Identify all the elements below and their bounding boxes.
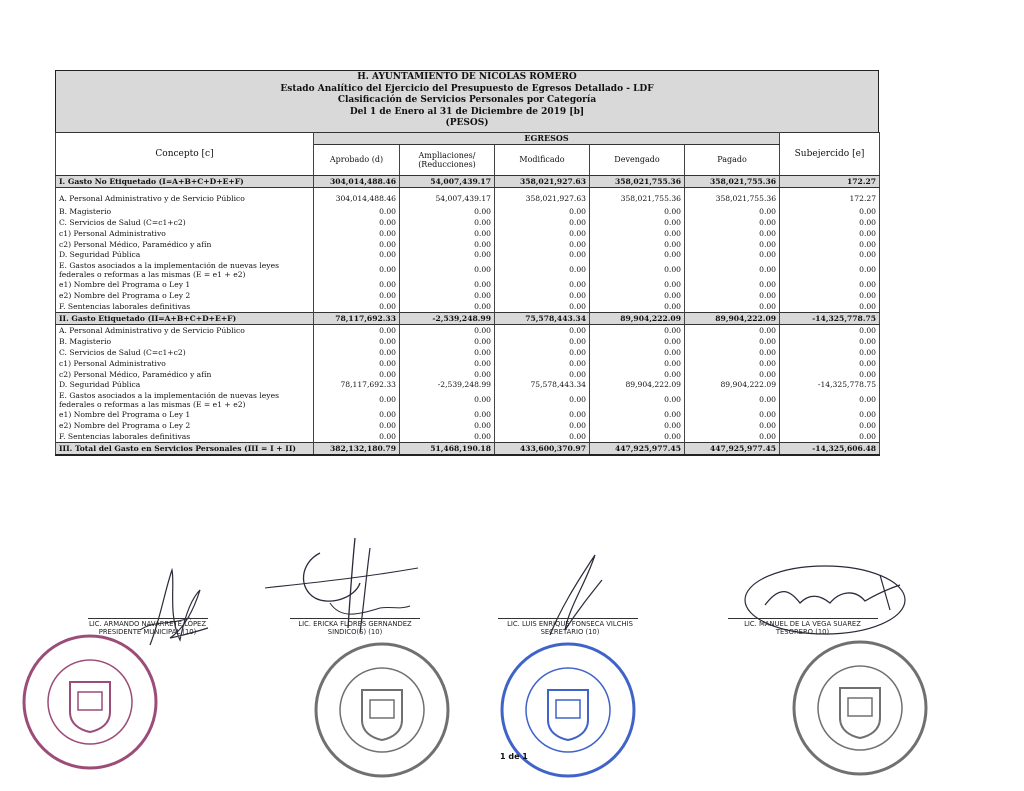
cell-aprobado: 0.00 (314, 420, 400, 431)
sig-line-tesorero (728, 618, 878, 619)
col-pagado: Pagado (685, 144, 780, 175)
table-row (56, 390, 880, 409)
report-period: Del 1 de Enero al 31 de Diciembre de 2019 [b] (349, 106, 585, 117)
tesorero-role: TESORERO (10) (775, 628, 830, 636)
sig-line-sindico (290, 618, 420, 619)
row-concepto: B. Magisterio (56, 336, 314, 347)
cell-modificado: 0.00 (495, 239, 590, 250)
row-concepto: B. Magisterio (56, 206, 314, 217)
cell-modificado: 0.00 (495, 431, 590, 442)
table-row (56, 260, 880, 279)
col-subejercido: Subejercido [e] (780, 132, 880, 175)
table-row (56, 290, 880, 301)
cell-devengado: 0.00 (590, 325, 685, 336)
row-concepto: e2) Nombre del Programa o Ley 2 (56, 290, 314, 301)
cell-devengado: 0.00 (590, 431, 685, 442)
cell-aprobado: 0.00 (314, 347, 400, 358)
cell-pagado: 0.00 (685, 358, 780, 369)
cell-modificado: 0.00 (495, 260, 590, 279)
cell-subejercido: 0.00 (780, 290, 880, 301)
cell-devengado: 0.00 (590, 369, 685, 380)
cell-aprobado: 0.00 (314, 250, 400, 261)
page-number: 1 de 1 (500, 752, 528, 761)
cell-aprobado: 382,132,180.79 (314, 443, 400, 456)
cell-modificado: 0.00 (495, 301, 590, 312)
cell-ampliaciones: 51,468,190.18 (400, 443, 495, 456)
sig-line-secretario (498, 618, 638, 619)
cell-aprobado: 304,014,488.46 (314, 175, 400, 187)
sindico-name: LIC. ERICKA FLORES GERNANDEZ (298, 620, 412, 628)
cell-subejercido: 0.00 (780, 279, 880, 290)
cell-ampliaciones: 0.00 (400, 279, 495, 290)
cell-aprobado: 0.00 (314, 409, 400, 420)
cell-modificado: 75,578,443.34 (495, 313, 590, 325)
cell-pagado: 0.00 (685, 301, 780, 312)
cell-pagado: 0.00 (685, 217, 780, 228)
cell-modificado: 0.00 (495, 336, 590, 347)
report-header (55, 70, 879, 132)
cell-pagado: 0.00 (685, 409, 780, 420)
cell-pagado: 89,904,222.09 (685, 380, 780, 391)
cell-subejercido: -14,325,778.75 (780, 313, 880, 325)
cell-subejercido: 0.00 (780, 260, 880, 279)
table-row (56, 380, 880, 391)
table-row (56, 217, 880, 228)
row-concepto: I. Gasto No Etiquetado (I=A+B+C+D+E+F) (56, 175, 314, 187)
row-concepto: C. Servicios de Salud (C=c1+c2) (56, 217, 314, 228)
cell-subejercido: 0.00 (780, 336, 880, 347)
cell-ampliaciones: 0.00 (400, 358, 495, 369)
cell-ampliaciones: 0.00 (400, 260, 495, 279)
cell-aprobado: 0.00 (314, 279, 400, 290)
cell-pagado: 89,904,222.09 (685, 313, 780, 325)
cell-modificado: 0.00 (495, 420, 590, 431)
cell-devengado: 0.00 (590, 250, 685, 261)
cell-aprobado: 0.00 (314, 239, 400, 250)
cell-pagado: 0.00 (685, 431, 780, 442)
col-ampliaciones: Ampliaciones/ (Reducciones) (400, 144, 495, 175)
row-concepto: c2) Personal Médico, Paramédico y afín (56, 239, 314, 250)
cell-ampliaciones: 0.00 (400, 347, 495, 358)
table-body (56, 175, 880, 455)
sindico-role: SINDICO(S) (10) (327, 628, 383, 636)
row-concepto: F. Sentencias laborales definitivas (56, 431, 314, 442)
table-row (56, 279, 880, 290)
cell-pagado: 0.00 (685, 279, 780, 290)
cell-ampliaciones: 54,007,439.17 (400, 175, 495, 187)
cell-modificado: 0.00 (495, 250, 590, 261)
sindico-block (270, 620, 440, 636)
cell-subejercido: 0.00 (780, 228, 880, 239)
cell-aprobado: 0.00 (314, 301, 400, 312)
row-concepto: c1) Personal Administrativo (56, 228, 314, 239)
cell-ampliaciones: 0.00 (400, 228, 495, 239)
row-concepto: III. Total del Gasto en Servicios Personales (III = I + II) (56, 443, 314, 456)
cell-aprobado: 0.00 (314, 228, 400, 239)
cell-ampliaciones: 0.00 (400, 431, 495, 442)
tesorero-name: LIC. MANUEL DE LA VEGA SUAREZ (744, 620, 861, 628)
table-row (56, 358, 880, 369)
cell-pagado: 0.00 (685, 369, 780, 380)
cell-ampliaciones: 0.00 (400, 290, 495, 301)
table-row (56, 239, 880, 250)
cell-devengado: 0.00 (590, 390, 685, 409)
cell-ampliaciones: 0.00 (400, 369, 495, 380)
row-concepto: E. Gastos asociados a la implementación de nuevas leyes federales o reformas a las mismas (E = e1 + e2) (56, 260, 314, 279)
cell-pagado: 0.00 (685, 420, 780, 431)
cell-modificado: 0.00 (495, 347, 590, 358)
cell-modificado: 0.00 (495, 206, 590, 217)
cell-aprobado: 0.00 (314, 390, 400, 409)
table-row (56, 325, 880, 336)
cell-devengado: 0.00 (590, 409, 685, 420)
table-summary-row (56, 443, 880, 456)
cell-modificado: 0.00 (495, 290, 590, 301)
row-concepto: F. Sentencias laborales definitivas (56, 301, 314, 312)
cell-pagado: 0.00 (685, 206, 780, 217)
cell-ampliaciones: 0.00 (400, 250, 495, 261)
cell-devengado: 447,925,977.45 (590, 443, 685, 456)
cell-aprobado: 0.00 (314, 206, 400, 217)
cell-modificado: 0.00 (495, 409, 590, 420)
cell-pagado: 0.00 (685, 325, 780, 336)
cell-devengado: 89,904,222.09 (590, 313, 685, 325)
cell-subejercido: 172.27 (780, 175, 880, 187)
cell-devengado: 0.00 (590, 336, 685, 347)
cell-pagado: 0.00 (685, 228, 780, 239)
cell-subejercido: 0.00 (780, 250, 880, 261)
cell-modificado: 0.00 (495, 228, 590, 239)
cell-pagado: 0.00 (685, 290, 780, 301)
cell-devengado: 0.00 (590, 358, 685, 369)
cell-ampliaciones: 0.00 (400, 301, 495, 312)
cell-aprobado: 0.00 (314, 336, 400, 347)
cell-pagado: 0.00 (685, 336, 780, 347)
cell-subejercido: 0.00 (780, 325, 880, 336)
cell-aprobado: 78,117,692.33 (314, 313, 400, 325)
cell-pagado: 447,925,977.45 (685, 443, 780, 456)
cell-pagado: 358,021,755.36 (685, 175, 780, 187)
cell-subejercido: 0.00 (780, 217, 880, 228)
seal-sindicatura (312, 640, 452, 780)
secretario-role: SECRETARIO (10) (540, 628, 600, 636)
cell-ampliaciones: -2,539,248.99 (400, 313, 495, 325)
cell-devengado: 0.00 (590, 279, 685, 290)
cell-devengado: 0.00 (590, 239, 685, 250)
cell-modificado: 75,578,443.34 (495, 380, 590, 391)
cell-devengado: 0.00 (590, 217, 685, 228)
table-summary-row (56, 313, 880, 325)
cell-aprobado: 304,014,488.46 (314, 187, 400, 206)
report-sheet (55, 70, 879, 456)
cell-subejercido: 0.00 (780, 301, 880, 312)
sig-line-presidente (88, 618, 208, 619)
cell-pagado: 358,021,755.36 (685, 187, 780, 206)
table-row (56, 228, 880, 239)
cell-ampliaciones: 0.00 (400, 206, 495, 217)
entity-name: H. AYUNTAMIENTO DE NICOLAS ROMERO (357, 72, 577, 82)
row-concepto: e1) Nombre del Programa o Ley 1 (56, 279, 314, 290)
cell-ampliaciones: 0.00 (400, 390, 495, 409)
cell-pagado: 0.00 (685, 239, 780, 250)
cell-pagado: 0.00 (685, 390, 780, 409)
cell-aprobado: 0.00 (314, 260, 400, 279)
cell-ampliaciones: 0.00 (400, 420, 495, 431)
report-units: (PESOS) (445, 118, 489, 129)
secretario-name: LIC. LUIS ENRIQUE FONSECA VILCHIS (507, 620, 633, 628)
col-modificado: Modificado (495, 144, 590, 175)
seal-presidencia (20, 632, 160, 772)
row-concepto: e2) Nombre del Programa o Ley 2 (56, 420, 314, 431)
cell-devengado: 0.00 (590, 260, 685, 279)
cell-subejercido: 172.27 (780, 187, 880, 206)
cell-ampliaciones: -2,539,248.99 (400, 380, 495, 391)
cell-aprobado: 0.00 (314, 325, 400, 336)
col-devengado: Devengado (590, 144, 685, 175)
row-concepto: A. Personal Administrativo y de Servicio Público (56, 325, 314, 336)
row-concepto: II. Gasto Etiquetado (II=A+B+C+D+E+F) (56, 313, 314, 325)
report-title: Estado Analítico del Ejercicio del Presupuesto de Egresos Detallado - LDF (280, 83, 654, 94)
table-row (56, 347, 880, 358)
budget-table (55, 132, 880, 456)
table-row (56, 206, 880, 217)
cell-subejercido: 0.00 (780, 431, 880, 442)
cell-aprobado: 78,117,692.33 (314, 380, 400, 391)
cell-modificado: 358,021,927.63 (495, 175, 590, 187)
cell-devengado: 0.00 (590, 290, 685, 301)
cell-devengado: 0.00 (590, 228, 685, 239)
col-egresos: EGRESOS (314, 132, 780, 144)
row-concepto: E. Gastos asociados a la implementación de nuevas leyes federales o reformas a las mismas (E = e1 + e2) (56, 390, 314, 409)
cell-aprobado: 0.00 (314, 358, 400, 369)
table-row (56, 336, 880, 347)
cell-ampliaciones: 0.00 (400, 336, 495, 347)
row-concepto: D. Seguridad Pública (56, 250, 314, 261)
cell-ampliaciones: 0.00 (400, 325, 495, 336)
cell-modificado: 0.00 (495, 325, 590, 336)
presidente-role: PRESIDENTE MUNICIPAL (10) (98, 628, 197, 636)
cell-aprobado: 0.00 (314, 431, 400, 442)
col-aprobado: Aprobado (d) (314, 144, 400, 175)
cell-subejercido: 0.00 (780, 369, 880, 380)
cell-subejercido: 0.00 (780, 206, 880, 217)
cell-devengado: 89,904,222.09 (590, 380, 685, 391)
table-row (56, 409, 880, 420)
cell-modificado: 358,021,927.63 (495, 187, 590, 206)
cell-pagado: 0.00 (685, 347, 780, 358)
cell-modificado: 0.00 (495, 217, 590, 228)
cell-aprobado: 0.00 (314, 290, 400, 301)
col-concepto: Concepto [c] (56, 132, 314, 175)
cell-devengado: 0.00 (590, 206, 685, 217)
cell-modificado: 433,600,370.97 (495, 443, 590, 456)
row-concepto: c2) Personal Médico, Paramédico y afín (56, 369, 314, 380)
presidente-name: LIC. ARMANDO NAVARRETE LÓPEZ (88, 620, 207, 628)
cell-devengado: 0.00 (590, 420, 685, 431)
cell-subejercido: 0.00 (780, 239, 880, 250)
table-row (56, 250, 880, 261)
cell-subejercido: 0.00 (780, 409, 880, 420)
table-row (56, 301, 880, 312)
cell-subejercido: 0.00 (780, 347, 880, 358)
cell-aprobado: 0.00 (314, 217, 400, 228)
cell-ampliaciones: 0.00 (400, 239, 495, 250)
table-row (56, 187, 880, 206)
table-row (56, 431, 880, 442)
tesorero-block (715, 620, 890, 636)
cell-devengado: 358,021,755.36 (590, 187, 685, 206)
cell-subejercido: -14,325,606.48 (780, 443, 880, 456)
seal-tesoreria (790, 638, 930, 778)
signature-area (0, 520, 1024, 791)
cell-subejercido: 0.00 (780, 390, 880, 409)
cell-subejercido: -14,325,778.75 (780, 380, 880, 391)
row-concepto: D. Seguridad Pública (56, 380, 314, 391)
cell-modificado: 0.00 (495, 369, 590, 380)
cell-modificado: 0.00 (495, 358, 590, 369)
table-summary-row (56, 175, 880, 187)
cell-ampliaciones: 0.00 (400, 217, 495, 228)
cell-subejercido: 0.00 (780, 358, 880, 369)
secretario-block (480, 620, 660, 636)
cell-pagado: 0.00 (685, 250, 780, 261)
row-concepto: c1) Personal Administrativo (56, 358, 314, 369)
cell-devengado: 0.00 (590, 347, 685, 358)
cell-devengado: 0.00 (590, 301, 685, 312)
table-row (56, 369, 880, 380)
row-concepto: e1) Nombre del Programa o Ley 1 (56, 409, 314, 420)
cell-ampliaciones: 54,007,439.17 (400, 187, 495, 206)
cell-modificado: 0.00 (495, 279, 590, 290)
cell-modificado: 0.00 (495, 390, 590, 409)
cell-pagado: 0.00 (685, 260, 780, 279)
cell-subejercido: 0.00 (780, 420, 880, 431)
table-row (56, 420, 880, 431)
cell-devengado: 358,021,755.36 (590, 175, 685, 187)
cell-aprobado: 0.00 (314, 369, 400, 380)
report-subtitle: Clasificación de Servicios Personales por Categoría (337, 95, 597, 106)
row-concepto: A. Personal Administrativo y de Servicio Público (56, 187, 314, 206)
row-concepto: C. Servicios de Salud (C=c1+c2) (56, 347, 314, 358)
cell-ampliaciones: 0.00 (400, 409, 495, 420)
